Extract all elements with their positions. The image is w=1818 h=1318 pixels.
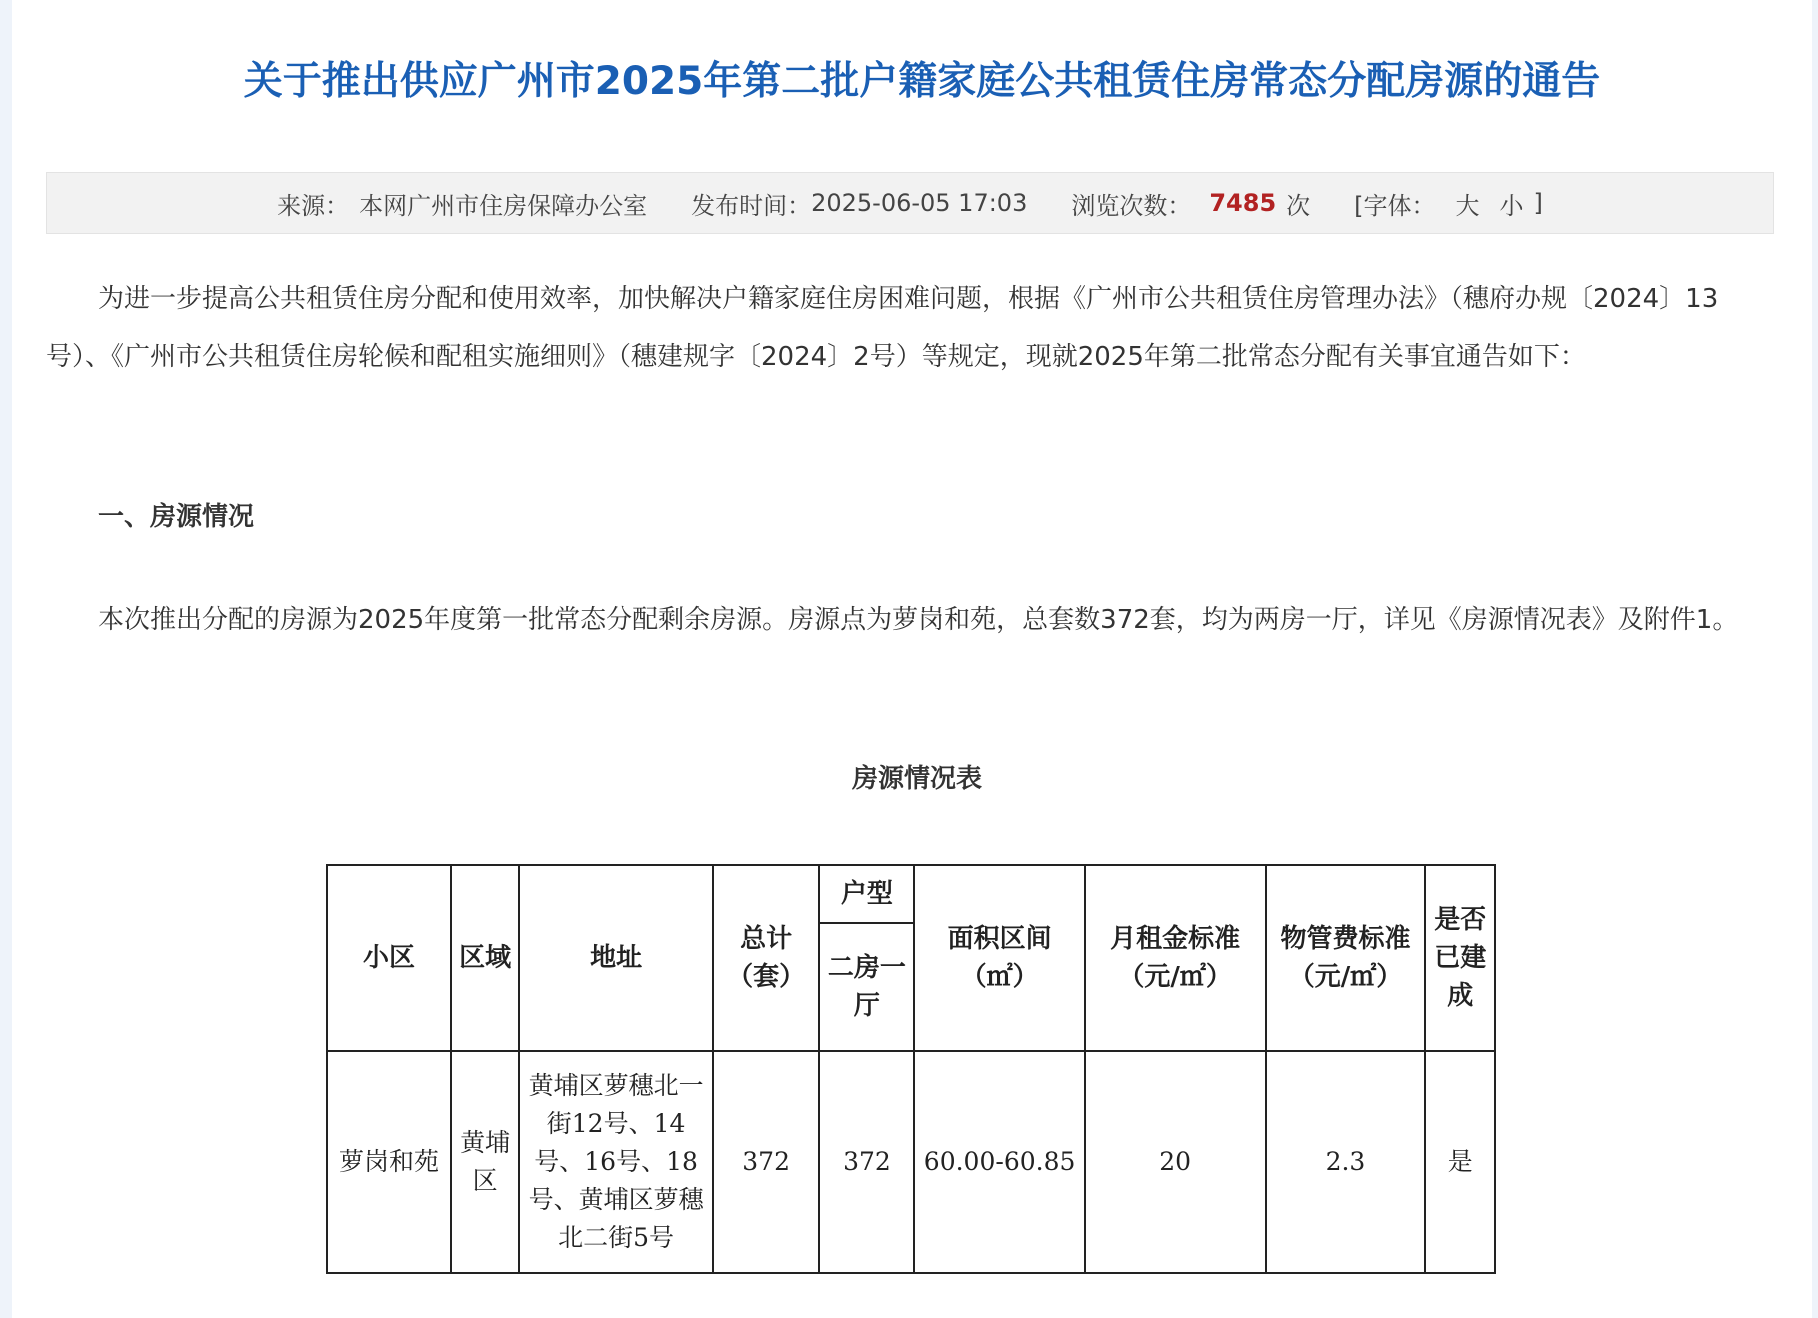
table-caption: 房源情况表 [851, 764, 982, 794]
publish-time-label: 发布时间： [691, 191, 812, 220]
source-label: 来源： [277, 191, 350, 220]
header-address: 地址 [519, 865, 713, 1051]
header-unit-type: 户型 [819, 865, 914, 923]
intro-paragraph: 为进一步提高公共租赁住房分配和使用效率，加快解决户籍家庭住房困难问题，根据《广州市公共租赁住房管理办法》（穗府办规〔2024〕13号）、《广州市公共租赁住房轮候和配租实施细则》（穗建规字〔2024〕2号）等规定，现就2025年第二批常态分配有关事宜通告如下： [46, 284, 1719, 372]
font-size-large-link[interactable]: 大 [1455, 191, 1480, 220]
source-value: 本网广州市住房保障办公室 [359, 191, 648, 220]
cell-total: 372 [713, 1051, 820, 1273]
publish-time-value: 2025-06-05 17:03 [811, 189, 1028, 217]
cell-district: 黄埔区 [451, 1051, 519, 1273]
view-count-value: 7485 [1209, 189, 1277, 217]
header-built: 是否已建成 [1425, 865, 1495, 1051]
article-title: 关于推出供应广州市2025年第二批户籍家庭公共租赁住房常态分配房源的通告 [243, 59, 1601, 104]
cell-address: 黄埔区萝穗北一街12号、14号、16号、18号、黄埔区萝穗北二街5号 [519, 1051, 713, 1273]
article-meta-bar [46, 172, 1774, 234]
font-size-label: [字体： [1354, 191, 1436, 220]
cell-area: 60.00-60.85 [914, 1051, 1084, 1273]
header-district: 区域 [451, 865, 519, 1051]
section-heading: 一、房源情况 [98, 502, 255, 532]
cell-rent: 20 [1085, 1051, 1266, 1273]
table-row [327, 1051, 1495, 1273]
cell-mgmt-fee: 2.3 [1266, 1051, 1426, 1273]
cell-built: 是 [1425, 1051, 1495, 1273]
font-size-small-link[interactable]: 小 [1499, 191, 1524, 220]
cell-two-bed: 372 [819, 1051, 914, 1273]
header-rent: 月租金标准（元/㎡） [1085, 865, 1266, 1051]
header-total: 总计（套） [713, 865, 820, 1051]
header-estate: 小区 [327, 865, 451, 1051]
header-mgmt-fee: 物管费标准（元/㎡） [1266, 865, 1426, 1051]
housing-table [326, 864, 1496, 1274]
header-area: 面积区间（㎡） [914, 865, 1084, 1051]
view-count-unit: 次 [1286, 191, 1311, 220]
view-count-label: 浏览次数： [1071, 191, 1192, 220]
section-paragraph: 本次推出分配的房源为2025年度第一批常态分配剩余房源。房源点为萝岗和苑，总套数372套，均为两房一厅，详见《房源情况表》及附件1。 [98, 605, 1739, 635]
cell-estate: 萝岗和苑 [327, 1051, 451, 1273]
header-two-bed: 二房一厅 [819, 923, 914, 1051]
font-size-bracket: ] [1533, 189, 1543, 217]
article-page [12, 0, 1812, 1318]
